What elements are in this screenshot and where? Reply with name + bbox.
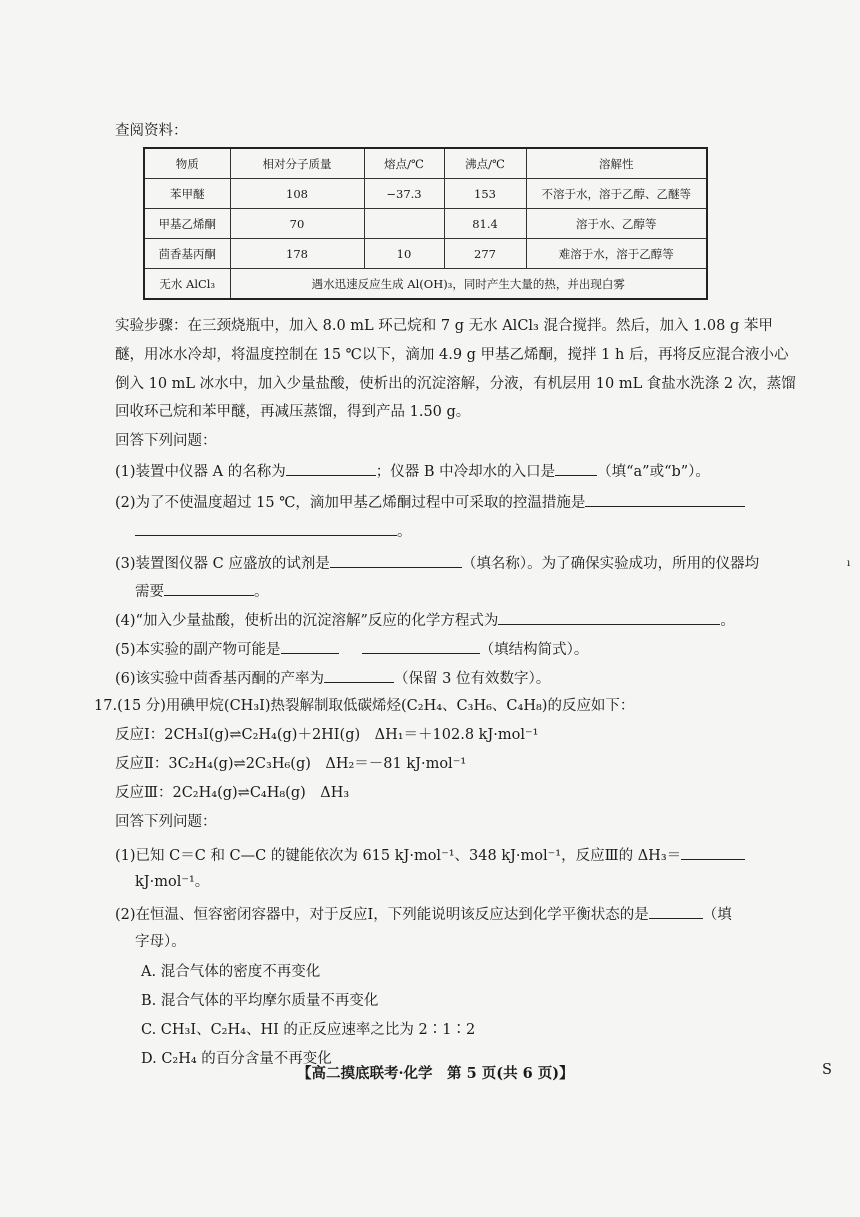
table-cell: 无水 AlCl₃ xyxy=(144,269,230,300)
page-footer: 【高二摸底联考·化学 第 5 页(共 6 页)】 xyxy=(297,1065,574,1082)
table-row xyxy=(144,269,707,300)
edge-mark: S xyxy=(822,1062,832,1078)
procedure-line: 倒入 10 mL 冰水中，加入少量盐酸，使析出的沉淀溶解，分液，有机层用 10 mL 食盐水洗涤 2 次，蒸馏 xyxy=(115,376,796,392)
q16-4: (4)“加入少量盐酸，使析出的沉淀溶解”反应的化学方程式为 。 xyxy=(115,609,735,631)
option-item: D. C₂H₄ 的百分含量不再变化 xyxy=(141,1051,332,1067)
q16-6: (6)该实验中茴香基丙酮的产率为 （保留 3 位有效数字）。 xyxy=(115,667,550,689)
table-header-cell: 相对分子质量 xyxy=(230,148,364,179)
procedure-line: 醚，用冰水冷却，将温度控制在 15 ℃以下，滴加 4.9 g 甲基乙烯酮，搅拌 1 h 后，再将反应混合液小心 xyxy=(115,347,789,363)
q16-5: (5)本实验的副产物可能是 （填结构简式）。 xyxy=(115,638,588,660)
table-cell: 178 xyxy=(230,239,364,269)
q17-1-cont: kJ·mol⁻¹。 xyxy=(135,874,210,890)
answer-prompt: 回答下列问题： xyxy=(115,433,217,449)
q16-1: (1)装置中仪器 A 的名称为 ；仪器 B 中冷却水的入口是 （填“a”或“b”）。 xyxy=(115,460,710,482)
table-cell: 苯甲醚 xyxy=(144,179,230,209)
table-cell: 153 xyxy=(444,179,526,209)
table-header-cell: 溶解性 xyxy=(526,148,707,179)
properties-table xyxy=(143,147,708,300)
table-header-row xyxy=(144,148,707,179)
q17-1: (1)已知 C＝C 和 C—C 的键能依次为 615 kJ·mol⁻¹、348 kJ·mol⁻¹，反应Ⅲ的 ΔH₃＝ xyxy=(115,844,745,866)
table-cell: −37.3 xyxy=(364,179,444,209)
table-cell: 108 xyxy=(230,179,364,209)
table-header-cell: 熔点/℃ xyxy=(364,148,444,179)
table-cell: 不溶于水，溶于乙醇、乙醚等 xyxy=(526,179,707,209)
q16-3-cont: 需要 。 xyxy=(135,580,269,602)
procedure-line: 回收环己烷和苯甲醚，再减压蒸馏，得到产品 1.50 g。 xyxy=(115,404,471,420)
table-header-cell: 物质 xyxy=(144,148,230,179)
table-cell: 70 xyxy=(230,209,364,239)
table-cell: 277 xyxy=(444,239,526,269)
table-cell: 难溶于水，溶于乙醇等 xyxy=(526,239,707,269)
q17-2: (2)在恒温、恒容密闭容器中，对于反应Ⅰ，下列能说明该反应达到化学平衡状态的是 （填 xyxy=(115,903,732,925)
q16-3: (3)装置图仪器 C 应盛放的试剂是 （填名称）。为了确保实验成功，所用的仪器均 xyxy=(115,552,759,574)
table-cell: 遇水迅速反应生成 Al(OH)₃，同时产生大量的热，并出现白雾 xyxy=(230,269,707,300)
table-cell: 81.4 xyxy=(444,209,526,239)
option-item: B. 混合气体的平均摩尔质量不再变化 xyxy=(141,993,379,1009)
answer-prompt-2: 回答下列问题： xyxy=(115,814,217,830)
q16-2-cont: 。 xyxy=(135,520,412,542)
table-row xyxy=(144,179,707,209)
q16-2: (2)为了不使温度超过 15 ℃，滴加甲基乙烯酮过程中可采取的控温措施是 xyxy=(115,491,745,513)
procedure-line: 实验步骤：在三颈烧瓶中，加入 8.0 mL 环己烷和 7 g 无水 AlCl₃ 混合搅拌。然后，加入 1.08 g 苯甲 xyxy=(115,318,773,334)
reaction-3: 反应Ⅲ：2C₂H₄(g)⇌C₄H₈(g) ΔH₃ xyxy=(115,785,350,801)
side-mark: ı xyxy=(847,558,851,569)
table-cell: 茴香基丙酮 xyxy=(144,239,230,269)
reference-heading: 查阅资料： xyxy=(115,123,188,139)
q17-intro: 17.(15 分)用碘甲烷(CH₃I)热裂解制取低碳烯烃(C₂H₄、C₃H₆、C₄H₈)的反应如下： xyxy=(94,698,635,714)
reaction-2: 反应Ⅱ：3C₂H₄(g)⇌2C₃H₆(g) ΔH₂＝－81 kJ·mol⁻¹ xyxy=(115,756,467,772)
table-header-cell: 沸点/℃ xyxy=(444,148,526,179)
option-item: C. CH₃I、C₂H₄、HI 的正反应速率之比为 2∶1∶2 xyxy=(141,1022,476,1038)
option-item: A. 混合气体的密度不再变化 xyxy=(141,964,321,980)
table-cell xyxy=(364,209,444,239)
table-cell: 溶于水、乙醇等 xyxy=(526,209,707,239)
table-cell: 甲基乙烯酮 xyxy=(144,209,230,239)
reaction-1: 反应Ⅰ：2CH₃I(g)⇌C₂H₄(g)＋2HI(g) ΔH₁＝＋102.8 kJ·mol⁻¹ xyxy=(115,727,539,743)
table-row xyxy=(144,239,707,269)
table-cell: 10 xyxy=(364,239,444,269)
q17-2-cont: 字母）。 xyxy=(135,934,186,950)
table-row xyxy=(144,209,707,239)
